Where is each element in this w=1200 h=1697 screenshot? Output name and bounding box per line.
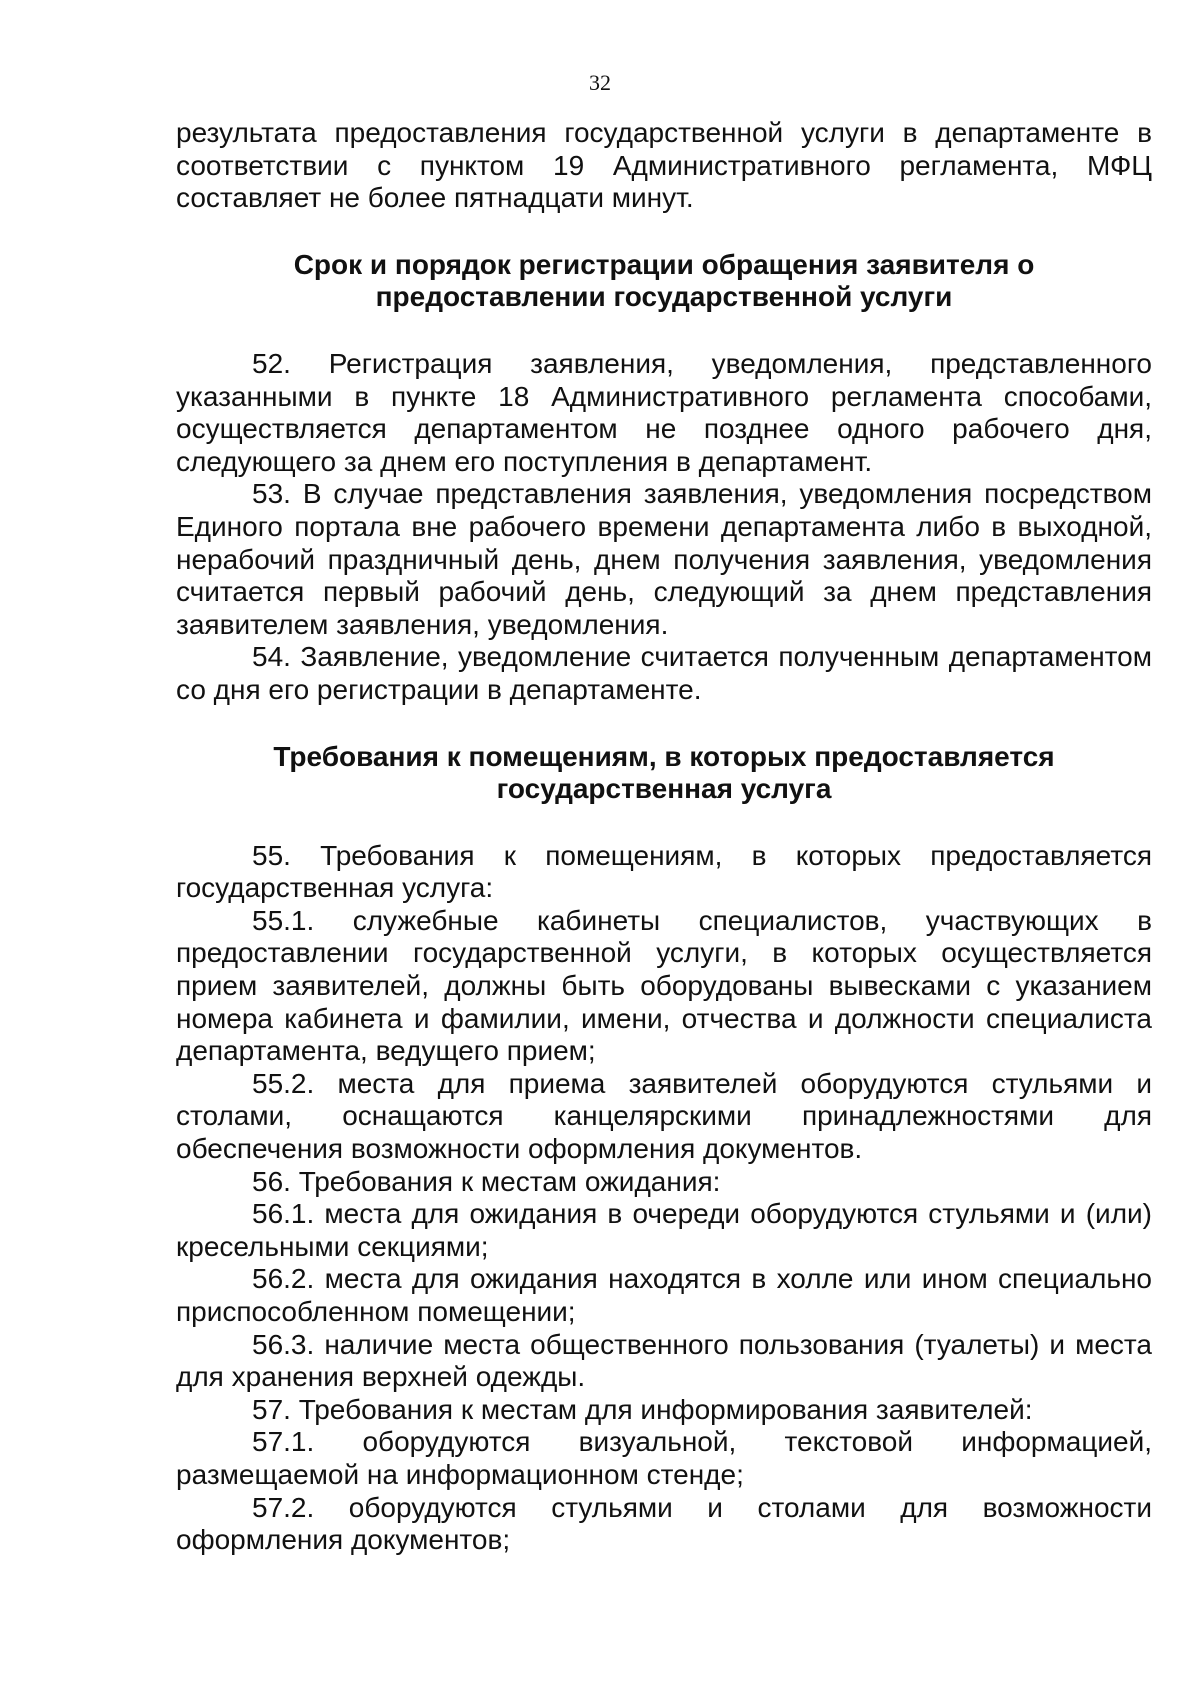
page-number: 32 [589, 70, 611, 95]
paragraph-57-1: 57.1. оборудуются визуальной, текстовой информацией, размещаемой на информационном стенде; [176, 1426, 1152, 1490]
paragraph-56-2: 56.2. места для ожидания находятся в холле или ином специально приспособленном помещении; [176, 1263, 1152, 1327]
spacer [176, 707, 1152, 741]
continuation-paragraph: результата предоставления государственной услуги в департаменте в соответствии с пунктом 19 Административного регламента, МФЦ составляет не более пятнадцати минут. [176, 117, 1152, 214]
paragraph-55-2: 55.2. места для приема заявителей оборудуются стульями и столами, оснащаются канцелярскими принадлежностями для обеспечения возможности оформления документов. [176, 1067, 1152, 1165]
section-heading-premises: Требования к помещениям, в которых предоставляется государственная услуга [273, 740, 1055, 805]
paragraph-56-1: 56.1. места для ожидания в очереди оборудуются стульями и (или) кресельными секциями; [176, 1198, 1152, 1262]
paragraph-56: 56. Требования к местам ожидания: [252, 1165, 721, 1197]
paragraph-55: 55. Требования к помещениям, в которых предоставляется государственная услуга: [176, 839, 1152, 904]
paragraph-57: 57. Требования к местам для информирования заявителей: [252, 1393, 1033, 1425]
paragraph-56-3: 56.3. наличие места общественного пользования (туалеты) и места для хранения верхней одежды. [176, 1328, 1152, 1393]
spacer [176, 215, 1152, 249]
document-body [176, 117, 1152, 1557]
paragraph-57-2: 57.2. оборудуются стульями и столами для возможности оформления документов; [176, 1491, 1152, 1556]
paragraph-52: 52. Регистрация заявления, уведомления, представленного указанными в пункте 18 Административного регламента способами, осуществляется департаментом не позднее одного рабочего дня, следующего за днем его поступления в департамент. [176, 347, 1152, 477]
spacer [176, 314, 1152, 348]
paragraph-54: 54. Заявление, уведомление считается полученным департаментом со дня его регистрации в департаменте. [176, 641, 1152, 705]
paragraph-53: 53. В случае представления заявления, уведомления посредством Единого портала вне рабочего времени департамента либо в выходной, нерабочий праздничный день, днем получения заявления, уведомления считается первый рабочий день, следующий за днем представления заявителем заявления, уведомления. [176, 478, 1152, 640]
paragraph-55-1: 55.1. служебные кабинеты специалистов, участвующих в предоставлении государственной услуги, в которых осуществляется прием заявителей, должны быть оборудованы вывесками с указанием номера кабинета и фамилии, имени, отчества и должности специалиста департамента, ведущего прием; [176, 904, 1152, 1067]
section-heading-registration: Срок и порядок регистрации обращения заявителя о предоставлении государственной услуги [293, 248, 1035, 313]
spacer [176, 806, 1152, 840]
